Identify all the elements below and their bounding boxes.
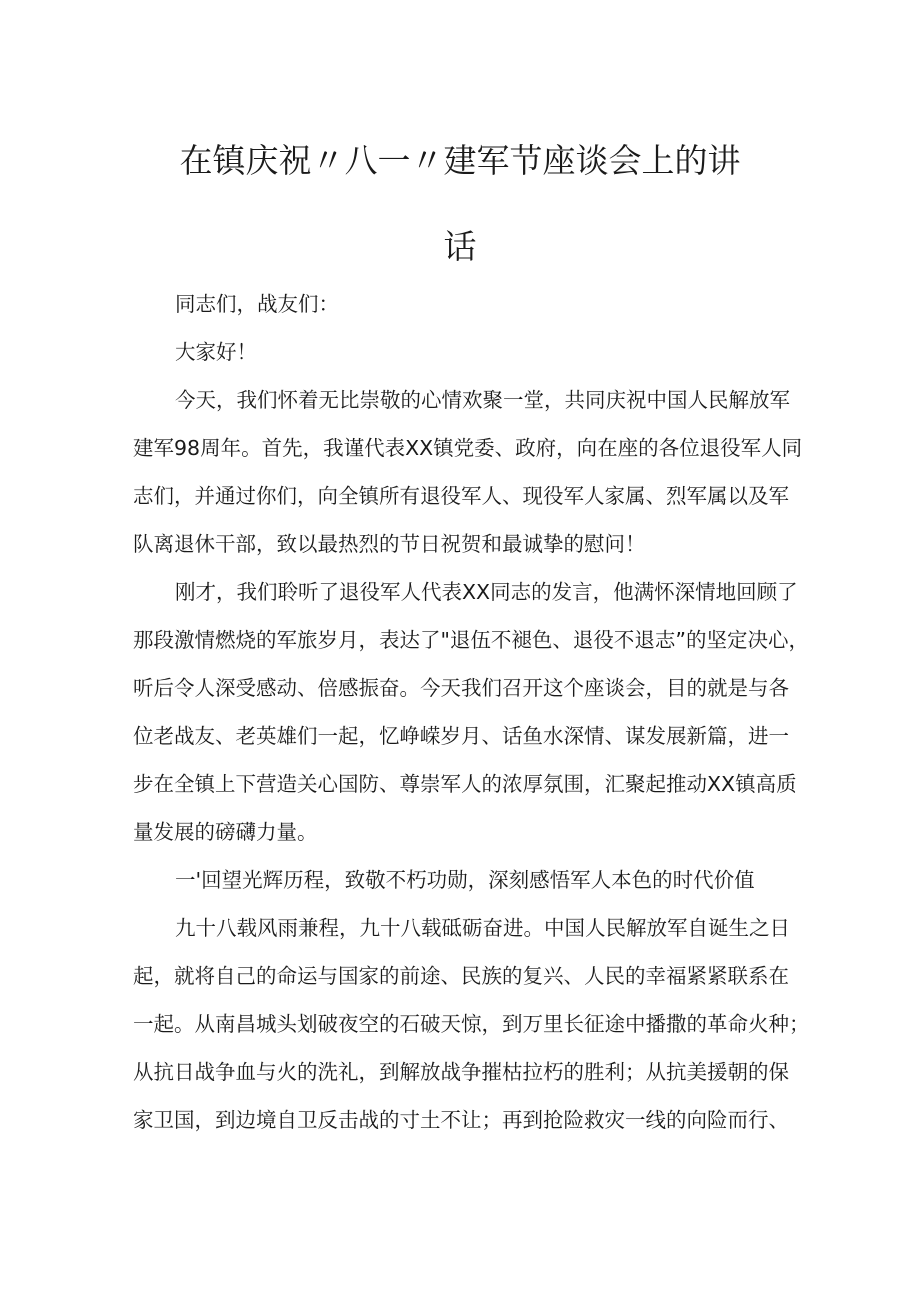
- section-heading: 一'回望光辉历程，致敬不朽功勋，深刻感悟军人本色的时代价值: [175, 868, 755, 892]
- paragraph-line: 从抗日战争血与火的洗礼，到解放战争摧枯拉朽的胜利；从抗美援朝的保: [133, 1060, 789, 1084]
- paragraph-line: 那段激情燃烧的军旅岁月，表达了"退伍不褪色、退役不退志”的坚定决心，: [133, 628, 810, 652]
- paragraph-line: 家卫国，到边境自卫反击战的寸土不让；再到抢险救灾一线的向险而行、: [133, 1108, 789, 1132]
- paragraph-line: 今天，我们怀着无比崇敬的心情欢聚一堂，共同庆祝中国人民解放军: [175, 388, 790, 412]
- document-title-line-1: 在镇庆祝〃八一〃建军节座谈会上的讲: [179, 141, 741, 180]
- greeting: 大家好！: [175, 340, 257, 364]
- document-title-line-2: 话: [443, 227, 477, 266]
- salutation: 同志们，战友们：: [175, 292, 339, 316]
- paragraph-line: 队离退休干部，致以最热烈的节日祝贺和最诚挚的慰问！: [133, 532, 646, 556]
- paragraph-line: 位老战友、老英雄们一起，忆峥嵘岁月、话鱼水深情、谋发展新篇，进一: [133, 724, 789, 748]
- paragraph-line: 步在全镇上下营造关心国防、尊崇军人的浓厚氛围，汇聚起推动XX镇高质: [133, 772, 797, 796]
- paragraph-line: 一起。从南昌城头划破夜空的石破天惊，到万里长征途中播撒的革命火种；: [133, 1012, 810, 1036]
- paragraph-line: 起，就将自己的命运与国家的前途、民族的复兴、人民的幸福紧紧联系在: [133, 964, 789, 988]
- paragraph-line: 志们，并通过你们，向全镇所有退役军人、现役军人家属、烈军属以及军: [133, 484, 789, 508]
- paragraph-line: 量发展的磅礴力量。: [133, 820, 318, 844]
- paragraph-line: 九十八载风雨兼程，九十八载砥砺奋进。中国人民解放军自诞生之日: [175, 916, 790, 940]
- paragraph-line: 刚才，我们聆听了退役军人代表XX同志的发言，他满怀深情地回顾了: [175, 580, 798, 604]
- paragraph-line: 建军98周年。首先，我谨代表XX镇党委、政府，向在座的各位退役军人同: [133, 436, 803, 460]
- paragraph-line: 听后令人深受感动、倍感振奋。今天我们召开这个座谈会，目的就是与各: [133, 676, 789, 700]
